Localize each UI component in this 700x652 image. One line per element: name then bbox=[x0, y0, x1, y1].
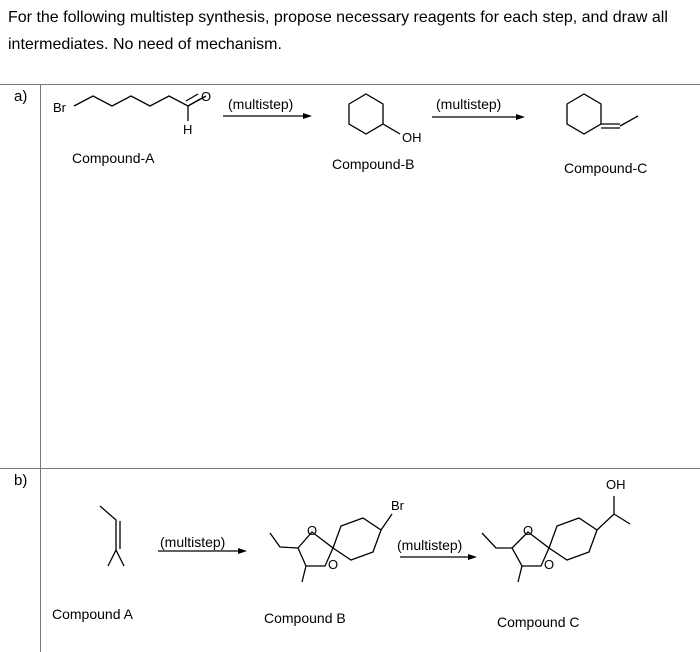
hydroxyl-label: OH bbox=[606, 477, 626, 492]
bromine-atom-label: Br bbox=[53, 100, 66, 115]
compound-c-structure bbox=[567, 94, 638, 134]
ring-oxygen-3-label: O bbox=[523, 523, 534, 538]
arrow-b1-label: (multistep) bbox=[160, 534, 226, 550]
ring-oxygen-2-label: O bbox=[328, 557, 339, 572]
oxygen-atom-label: O bbox=[201, 89, 212, 104]
compound-a-structure bbox=[74, 94, 206, 121]
compound-b-a-structure bbox=[100, 506, 124, 566]
arrow-b2-label: (multistep) bbox=[397, 537, 463, 553]
ring-oxygen-4-label: O bbox=[544, 557, 555, 572]
part-b-label: b) bbox=[14, 472, 28, 489]
compound-b-c-structure bbox=[482, 496, 630, 582]
compound-b-c-label: Compound C bbox=[497, 614, 580, 630]
ring-oxygen-1-label: O bbox=[307, 523, 318, 538]
arrow-a2 bbox=[432, 114, 525, 120]
compound-b-label: Compound-B bbox=[332, 156, 415, 172]
arrow-a2-label: (multistep) bbox=[436, 96, 502, 112]
question-text: For the following multistep synthesis, propose necessary reagents for each step, and draw all intermediates. No need of mechanism. bbox=[8, 9, 668, 53]
arrow-b2 bbox=[400, 554, 477, 560]
compound-b-b-label: Compound B bbox=[264, 610, 346, 626]
compound-a-label: Compound-A bbox=[72, 150, 155, 166]
hydroxyl-label: OH bbox=[402, 130, 422, 145]
part-a-label: a) bbox=[14, 88, 28, 105]
compound-b-structure bbox=[349, 88, 400, 134]
compound-b-a-label: Compound A bbox=[52, 606, 133, 622]
arrow-a1-label: (multistep) bbox=[228, 96, 294, 112]
arrow-a1 bbox=[223, 113, 312, 119]
hydrogen-atom-label: H bbox=[183, 122, 193, 137]
compound-c-label: Compound-C bbox=[564, 160, 648, 176]
bromine-atom-label: Br bbox=[391, 498, 404, 513]
